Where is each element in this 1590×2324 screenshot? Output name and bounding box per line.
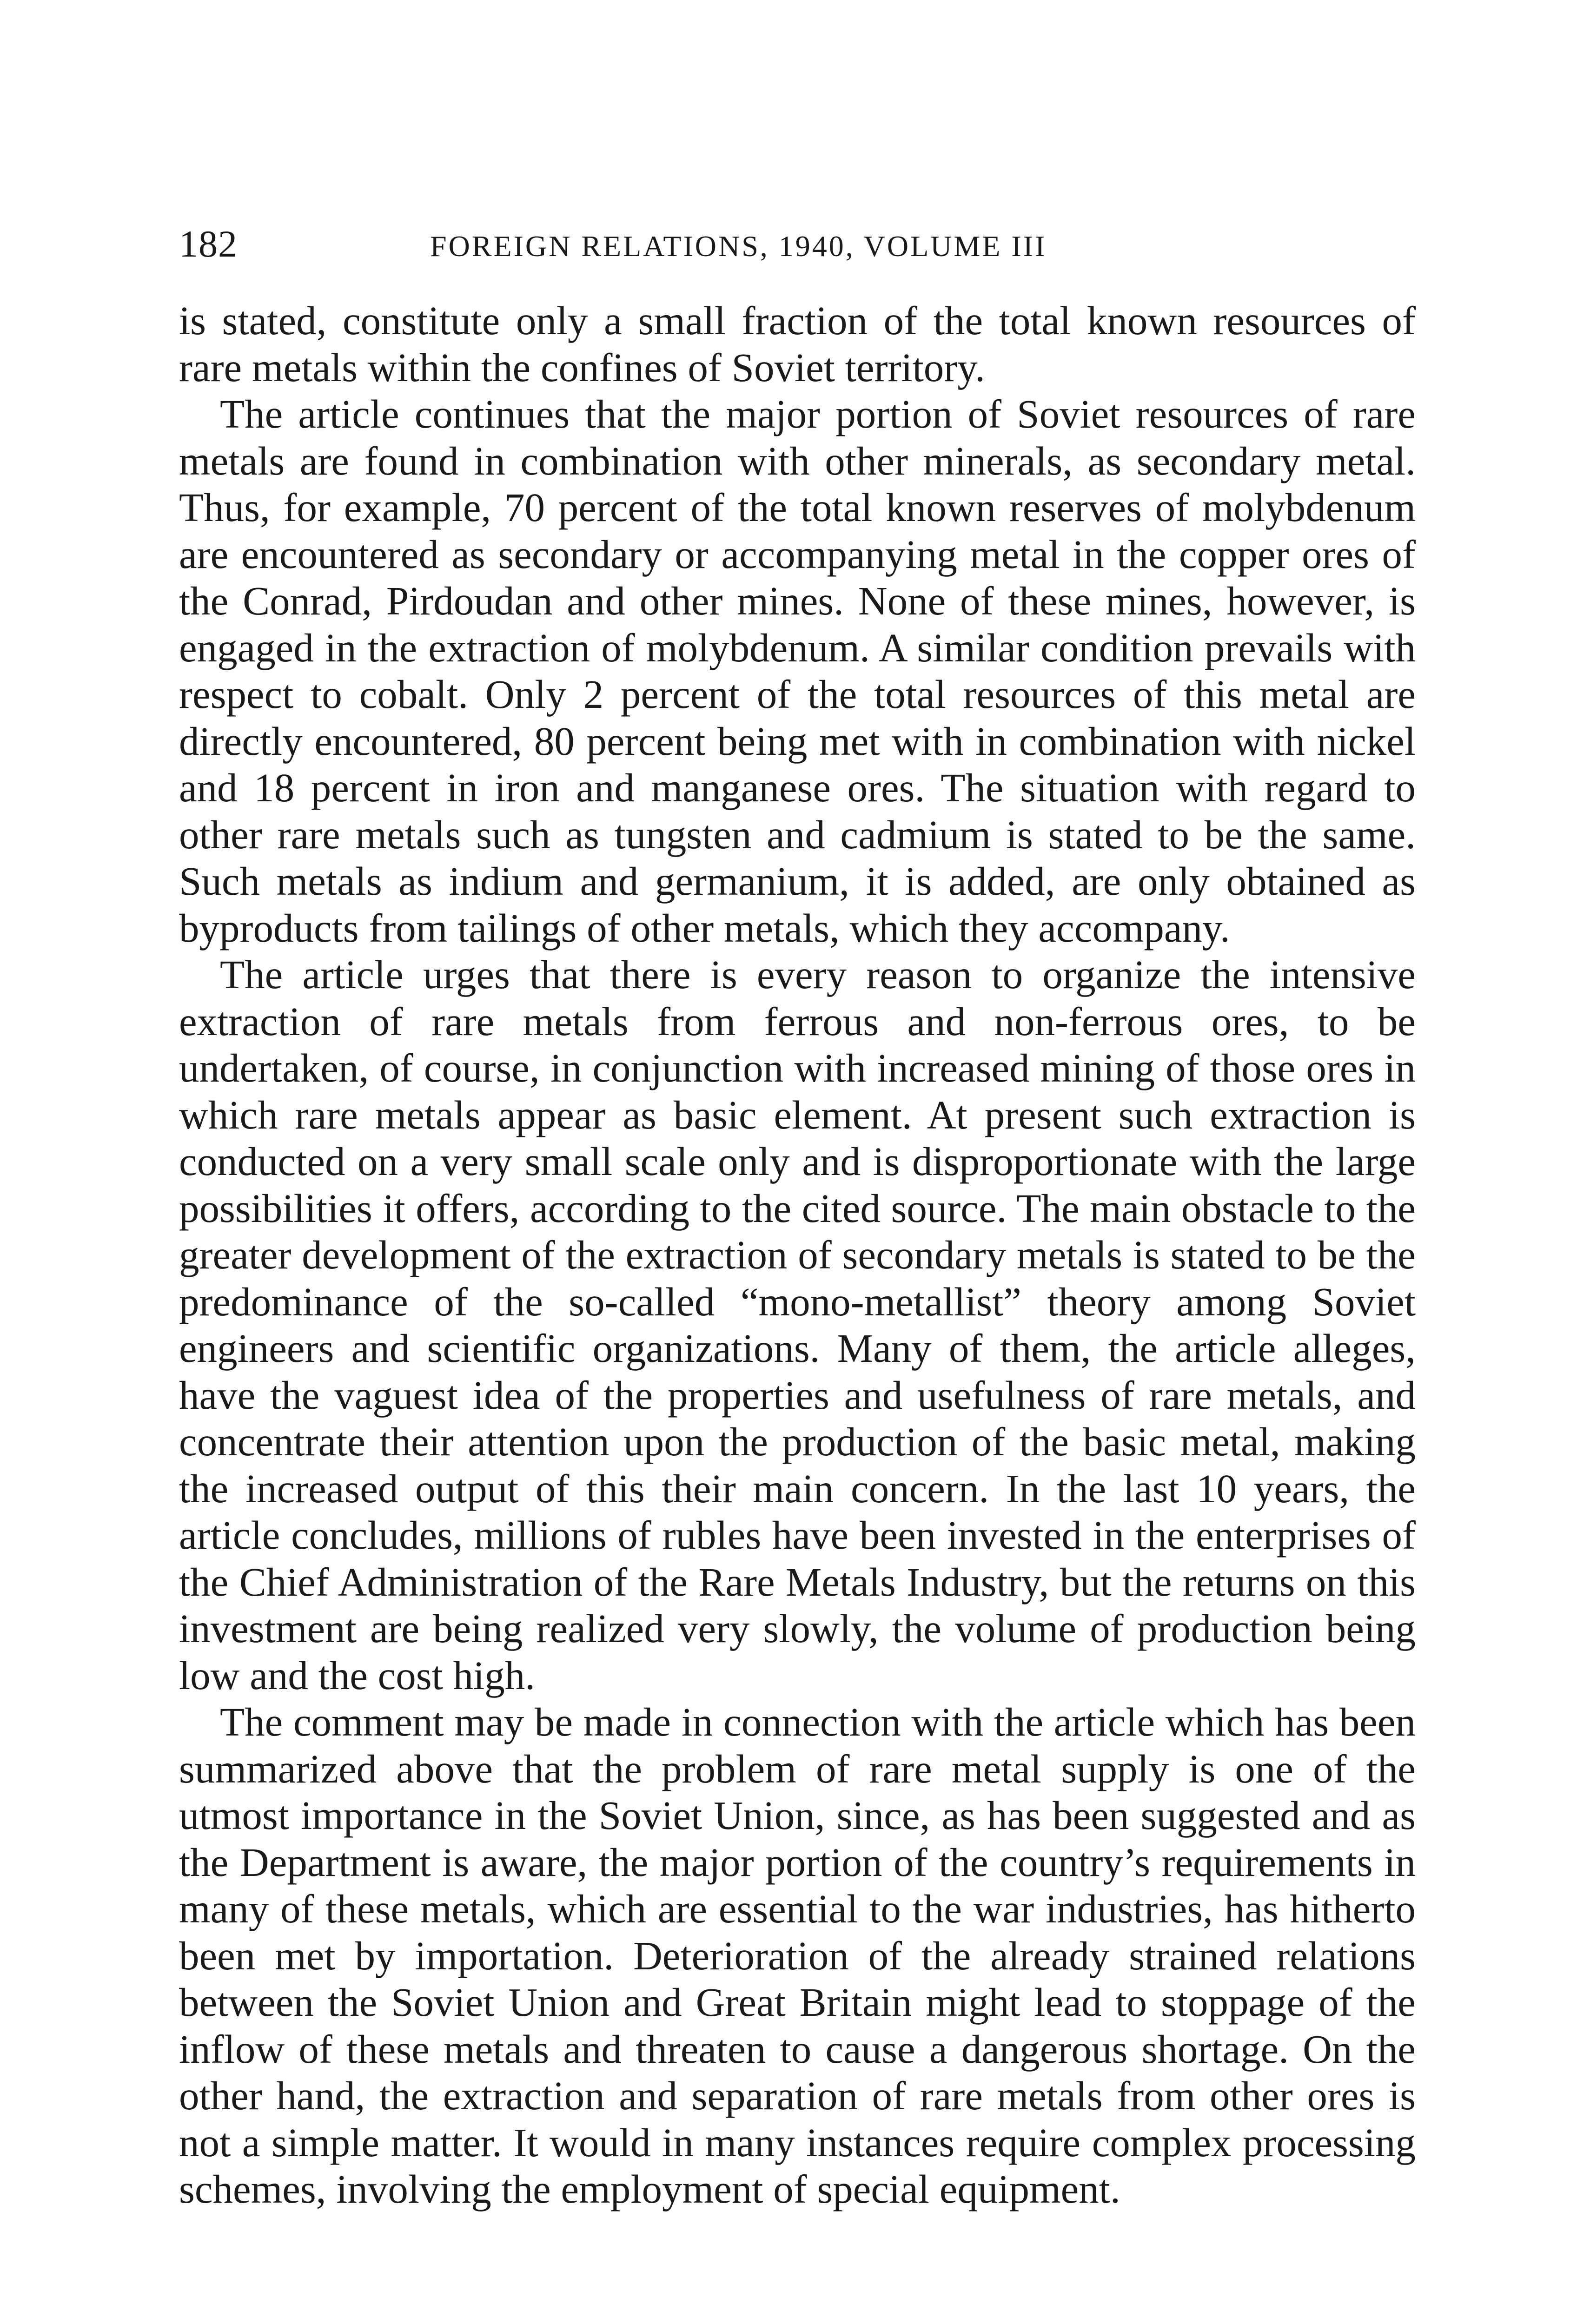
running-title: FOREIGN RELATIONS, 1940, VOLUME III — [430, 230, 1047, 263]
paragraph-continuation: is stated, constitute only a small fraction of the total known resources of rare metals within the confines of Soviet territory. — [179, 298, 1416, 390]
body-text — [179, 297, 1416, 2213]
page-number: 182 — [179, 223, 238, 265]
running-header — [179, 218, 1416, 270]
paragraph: The article continues that the major portion of Soviet resources of rare metals are found in combination with other minerals, as secondary metal. Thus, for example, 70 percent of the total known reserves of molybdenum are encountered as secondary or accompanying metal in the copper ores of the Conrad, Pirdoudan and other mines. None of these mines, however, is engaged in the extraction of molybdenum. A similar condition prevails with respect to cobalt. Only 2 percent of the total resources of this metal are directly encountered, 80 percent being met with in combination with nickel and 18 percent in iron and manganese ores. The situation with regard to other rare metals such as tungsten and cadmium is stated to be the same. Such metals as indium and germanium, it is added, are only obtained as byproducts from tailings of other metals, which they accompany. — [179, 391, 1416, 951]
paragraph: The comment may be made in connection with the article which has been summarized above that the problem of rare metal supply is one of the utmost importance in the Soviet Union, since, as has been suggested and as the Department is aware, the major portion of the country’s requirements in many of these metals, which are essential to the war industries, has hitherto been met by importation. Deterioration of the already strained relations between the Soviet Union and Great Britain might lead to stoppage of the inflow of these metals and threaten to cause a dangerous shortage. On the other hand, the extraction and separation of rare metals from other ores is not a simple matter. It would in many instances require complex processing schemes, involving the employment of special equipment. — [179, 1699, 1416, 2212]
paragraph: The article urges that there is every reason to organize the intensive extraction of rare metals from ferrous and non-ferrous ores, to be undertaken, of course, in conjunction with increased mining of those ores in which rare metals appear as basic element. At present such extraction is conducted on a very small scale only and is disproportionate with the large possibilities it offers, according to the cited source. The main obstacle to the greater development of the extraction of secondary metals is stated to be the predominance of the so-called “mono-metallist” theory among Soviet engineers and scientific organizations. Many of them, the article alleges, have the vaguest idea of the properties and usefulness of rare metals, and concentrate their attention upon the production of the basic metal, making the increased output of this their main concern. In the last 10 years, the article concludes, millions of rubles have been invested in the enterprises of the Chief Administration of the Rare Metals Industry, but the returns on this investment are being realized very slowly, the volume of production being low and the cost high. — [179, 952, 1416, 1698]
